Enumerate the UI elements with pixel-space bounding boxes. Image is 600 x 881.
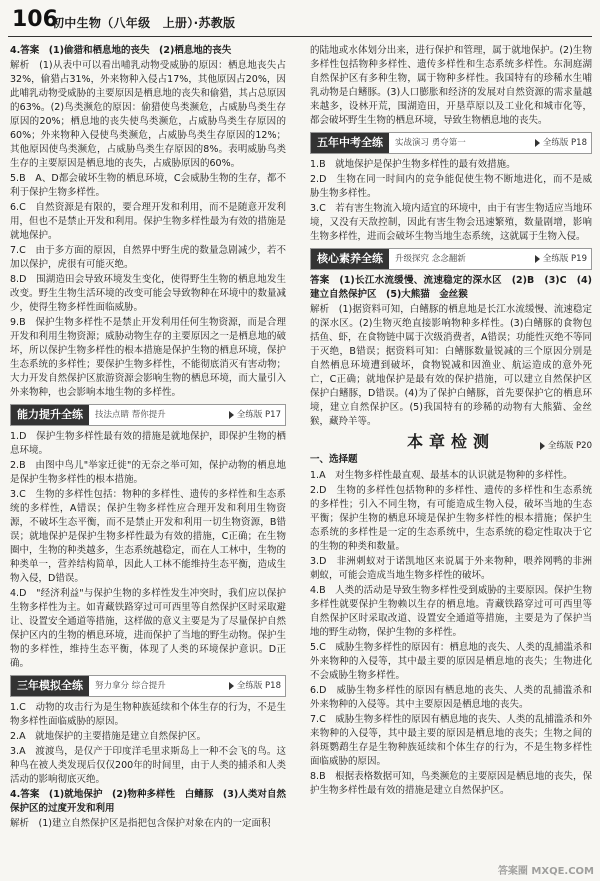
answer-z1: 1.B 就地保护是保护生物多样性的最有效措施。	[310, 159, 516, 170]
answer-c6: 6.D 威胁生物多样性的原因有栖息地的丧失、人类的乱捕滥杀和外来物种的入侵等。其中主要原因是栖息地的丧失。	[310, 685, 592, 710]
section-page-ref: 全练版 P18	[229, 676, 281, 696]
answer-q8: 8.D 围湖造田会导致环境发生变化，使得野生生物的栖息地发生改变。野生生物生活环境的改变可能会导致物种在环境中的数量减少，使得生物多样性面临威胁。	[10, 274, 286, 313]
answer-c4: 4.B 人类的活动是导致生物多样性受到威胁的主要原因。保护生物多样性就要保护生物赖以生存的栖息地。青藏铁路穿过可可西里等自然保护区时采取改道、设置安全通道等措施，主要是为了保护当地的野生动物，保护生物的多样性。	[310, 585, 592, 638]
section-page-ref: 全练版 P18	[535, 133, 587, 153]
answer-n2: 2.B 由图中鸟儿"举家迁徙"的无奈之举可知，保护动物的栖息地是保护生物多样性的根本措施。	[10, 460, 286, 485]
answer-c7: 7.C 威胁生物多样性的原因有栖息地的丧失、人类的乱捕滥杀和外来物种的入侵等，其中最主要的原因是栖息地的丧失；生物之间的斜斑鹦鹉生存是生物种族延续和个体生存的行为，不是生物多样性面临威胁的原因。	[310, 714, 592, 767]
section-subtitle: 努力拿分 综合提升	[95, 681, 166, 691]
answer-m4: 4.答案 (1)就地保护 (2)物种多样性 白鳍豚 (3)人类对自然保护区的过度开发和利用	[10, 789, 286, 814]
part-heading: 一、选择题	[310, 454, 358, 465]
answer-m2: 2.A 就地保护的主要措施是建立自然保护区。	[10, 731, 207, 742]
answer-n4: 4.D "经济利益"与保护生物的多样性发生冲突时，我们应以保护生物多样性为主。如青藏铁路穿过可可西里等自然保护区时采取避让、设置安全通道等措施，这样做的意义主要是为了尽量保护自然保护区内的生物的栖息环境，进而保护了当地的野生动物。保护生物的多样性，维持生态平衡，体现了人类的环境保护意识。D正确。	[10, 588, 286, 669]
section-tag: 三年模拟全练	[11, 676, 89, 696]
answer-c3: 3.D 非洲刺蚁对于诺凯地区来说属于外来物种，喂养网鸭的非洲刺蚁，可能会造成当地生物多样性的破坏。	[310, 556, 592, 581]
section-page-ref: 全练版 P20	[540, 439, 592, 453]
explain-q4: 解析 (1)从表中可以看出哺乳动物受威胁的原因：栖息地丧失占32%，偷猎占31%，外来物种入侵占17%，其他原因占20%，因此哺乳动物受威胁的主要原因是栖息地的丧失和偷猎，其占总原因的63%。(2)鸟类濒危的原因：偷猎使鸟类濒危，占威胁鸟类生存原因的20%；栖息地的丧失使鸟类濒危，占威胁鸟类生存原因的60%；外来物种入侵使鸟类濒危，占威胁鸟类生存原因的12%；其他原因使鸟类濒危，占威胁鸟类生存原因的8%。表明威胁鸟类生存的主要原因是栖息地的丧失，占威胁原因的60%。	[10, 60, 286, 169]
answer-c5: 5.C 威胁生物多样性的原因有：栖息地的丧失、人类的乱捕滥杀和外来物种的入侵等，其中最主要的原因是栖息地的丧失；生物进化不会威胁生物多样性。	[310, 642, 592, 681]
answer-q4: 4.答案 (1)偷猎和栖息地的丧失 (2)栖息地的丧失	[10, 45, 232, 56]
section-subtitle: 技法点睛 帮你提升	[95, 410, 166, 420]
section-tag: 能力提升全练	[11, 405, 89, 425]
watermark-logo: 答案圈 MXQE.COM	[497, 866, 594, 877]
section-subtitle: 实战演习 勇夺第一	[395, 138, 466, 148]
answer-c1: 1.A 对生物多样性最直观、最基本的认识就是物种的多样性。	[310, 470, 573, 481]
section-bar-exam	[310, 132, 592, 154]
answer-c8: 8.B 根据表格数据可知，鸟类濒危的主要原因是栖息地的丧失，保护生物多样性最有效的措施是建立自然保护区。	[310, 771, 592, 796]
section-bar-ability	[10, 404, 286, 426]
answer-m3: 3.A 渡渡鸟，是仅产于印度洋毛里求斯岛上一种不会飞的鸟。这种鸟在被人类发现后仅仅200年的时间里，由于人类的捕杀和人类活动的影响彻底灭绝。	[10, 746, 286, 785]
answer-core: 答案 (1)长江水流缓慢、流速稳定的深水区 (2)B (3)C (4)建立自然保护区 (5)大熊猫 金丝猴	[310, 275, 592, 300]
section-tag: 核心素养全练	[311, 249, 389, 269]
section-bar-mock	[10, 675, 286, 697]
continued-text: 的陆地或水体划分出来，进行保护和管理，属于就地保护。(2)生物多样性包括物种多样性、遗传多样性和生态系统多样性。东洞庭湖自然保护区有多种生物，属于物种多样性。我国特有的珍稀水生哺乳动物是白鳍豚。(3)人口膨胀和经济的发展对自然资源的需求量越来越多，设林开荒，围湖造田，开垦草原以及工业化和城市化等，都会破坏野生生物的栖息环境，导致生物栖息地的丧失。	[310, 45, 592, 126]
section-subtitle: 升级探究 念念翻新	[395, 254, 466, 264]
answer-q7: 7.C 由于多方面的原因，自然界中野生虎的数量急剧减少，若不加以保护，虎很有可能灭绝。	[10, 245, 286, 270]
right-column	[310, 44, 592, 799]
section-tag: 五年中考全练	[311, 133, 389, 153]
chapter-test-title: 本章检测 全练版 P20	[406, 432, 592, 451]
arrow-icon	[540, 442, 545, 450]
left-column	[10, 44, 286, 832]
answer-m1: 1.C 动物的攻击行为是生物种族延续和个体生存的行为，不是生物多样性面临威胁的原因。	[10, 702, 286, 727]
page-header	[8, 6, 592, 37]
arrow-icon	[229, 411, 234, 419]
answer-z2: 2.D 生物在同一时间内的竞争能促使生物不断地进化，而不是威胁生物多样性。	[310, 174, 592, 199]
answer-q5: 5.B A、D都会破坏生物的栖息环境，C会威胁生物的生存，都不利于保护生物多样性。	[10, 173, 286, 198]
section-page-ref: 全练版 P19	[535, 249, 587, 269]
book-title: 初中生物（八年级 上册）·苏教版	[52, 16, 236, 30]
arrow-icon	[229, 682, 234, 690]
answer-c2: 2.D 生物的多样性包括物种的多样性、遗传的多样性和生态系统的多样性；引入不同生物，有可能造成生物入侵，破坏当地的生态平衡；保护生物的栖息环境是保护生物多样性的根本措施；保护生态系统的多样性是一定的生态系统中，生态系统的稳定性取决于它的生物的种类和数量。	[310, 485, 592, 552]
page-number: 106	[12, 7, 58, 32]
section-bar-core	[310, 248, 592, 270]
explain-m4: 解析 (1)建立自然保护区是指把包含保护对象在内的一定面积	[10, 818, 271, 829]
answer-n1: 1.D 保护生物多样性最有效的措施是就地保护，即保护生物的栖息环境。	[10, 431, 286, 456]
arrow-icon	[535, 255, 540, 263]
section-page-ref: 全练版 P17	[229, 405, 281, 425]
answer-q9: 9.B 保护生物多样性不是禁止开发利用任何生物资源，而是合理开发和利用生物资源；威胁动物生存的主要原因之一是栖息地的破坏，所以保护生物多样性的根本措施是保护生物的栖息环境，保护生态系统的多样性；要保护生物多样性，不能彻底消灭有害动物；大力开发自然保护区旅游资源会影响生物的栖息环境，而大量引入外来物种，也会影响本地生物的多样性。	[10, 317, 286, 398]
answer-q6: 6.C 自然资源是有限的，要合理开发和利用，而不是随意开发利用，但也不是禁止开发和利用。保护生物多样性最为有效的措施是就地保护。	[10, 202, 286, 241]
explain-core: 解析 (1)据资料可知，白鳍豚的栖息地是长江水流缓慢、流速稳定的深水区。(2)生物灭绝直接影响物种多样性。(3)白鳍豚的食物包括鱼、虾，在食物链中属于次级消费者，A错误；功能性灭绝不等同于灭绝，B错误；据资料可知：白鳍豚数量锐减的三个原因分别是自然栖息环境遭到破坏，食物锐减和因渔业、航运造成的意外死亡，C正确；就地保护是最有效的保护措施，可以建立自然保护区保护白鳍豚，D错误。(4)为了保护白鳍豚，首先要保护它的栖息环境，建立自然保护区。(5)我国特有的珍稀的动物有大熊猫、金丝猴，藏羚羊等。	[310, 304, 592, 427]
answer-n3: 3.C 生物的多样性包括：物种的多样性、遗传的多样性和生态系统的多样性，A错误；保护生物多样性应合理开发和利用生物资源，不破坏生态平衡，而不是禁止开发和利用一切生物资源，B错误；就地保护是保护生物多样性最为有效的措施，C正确；在生物圈中，生物的种类越多，生态系统越稳定，而在人工林中，生物的种类单一，营养结构简单，因此人工林不能维持生态平衡，造成生物入侵，D错误。	[10, 489, 286, 584]
answer-z3: 3.C 若有害生物流入境内适宜的环境中，由于有害生物适应当地环境，又没有天敌控制，因此有害生物会迅速繁殖，数量剧增，影响生物多样性，进而会破坏生物当地生态系统，这就属于生物入侵。	[310, 203, 592, 242]
arrow-icon	[535, 139, 540, 147]
